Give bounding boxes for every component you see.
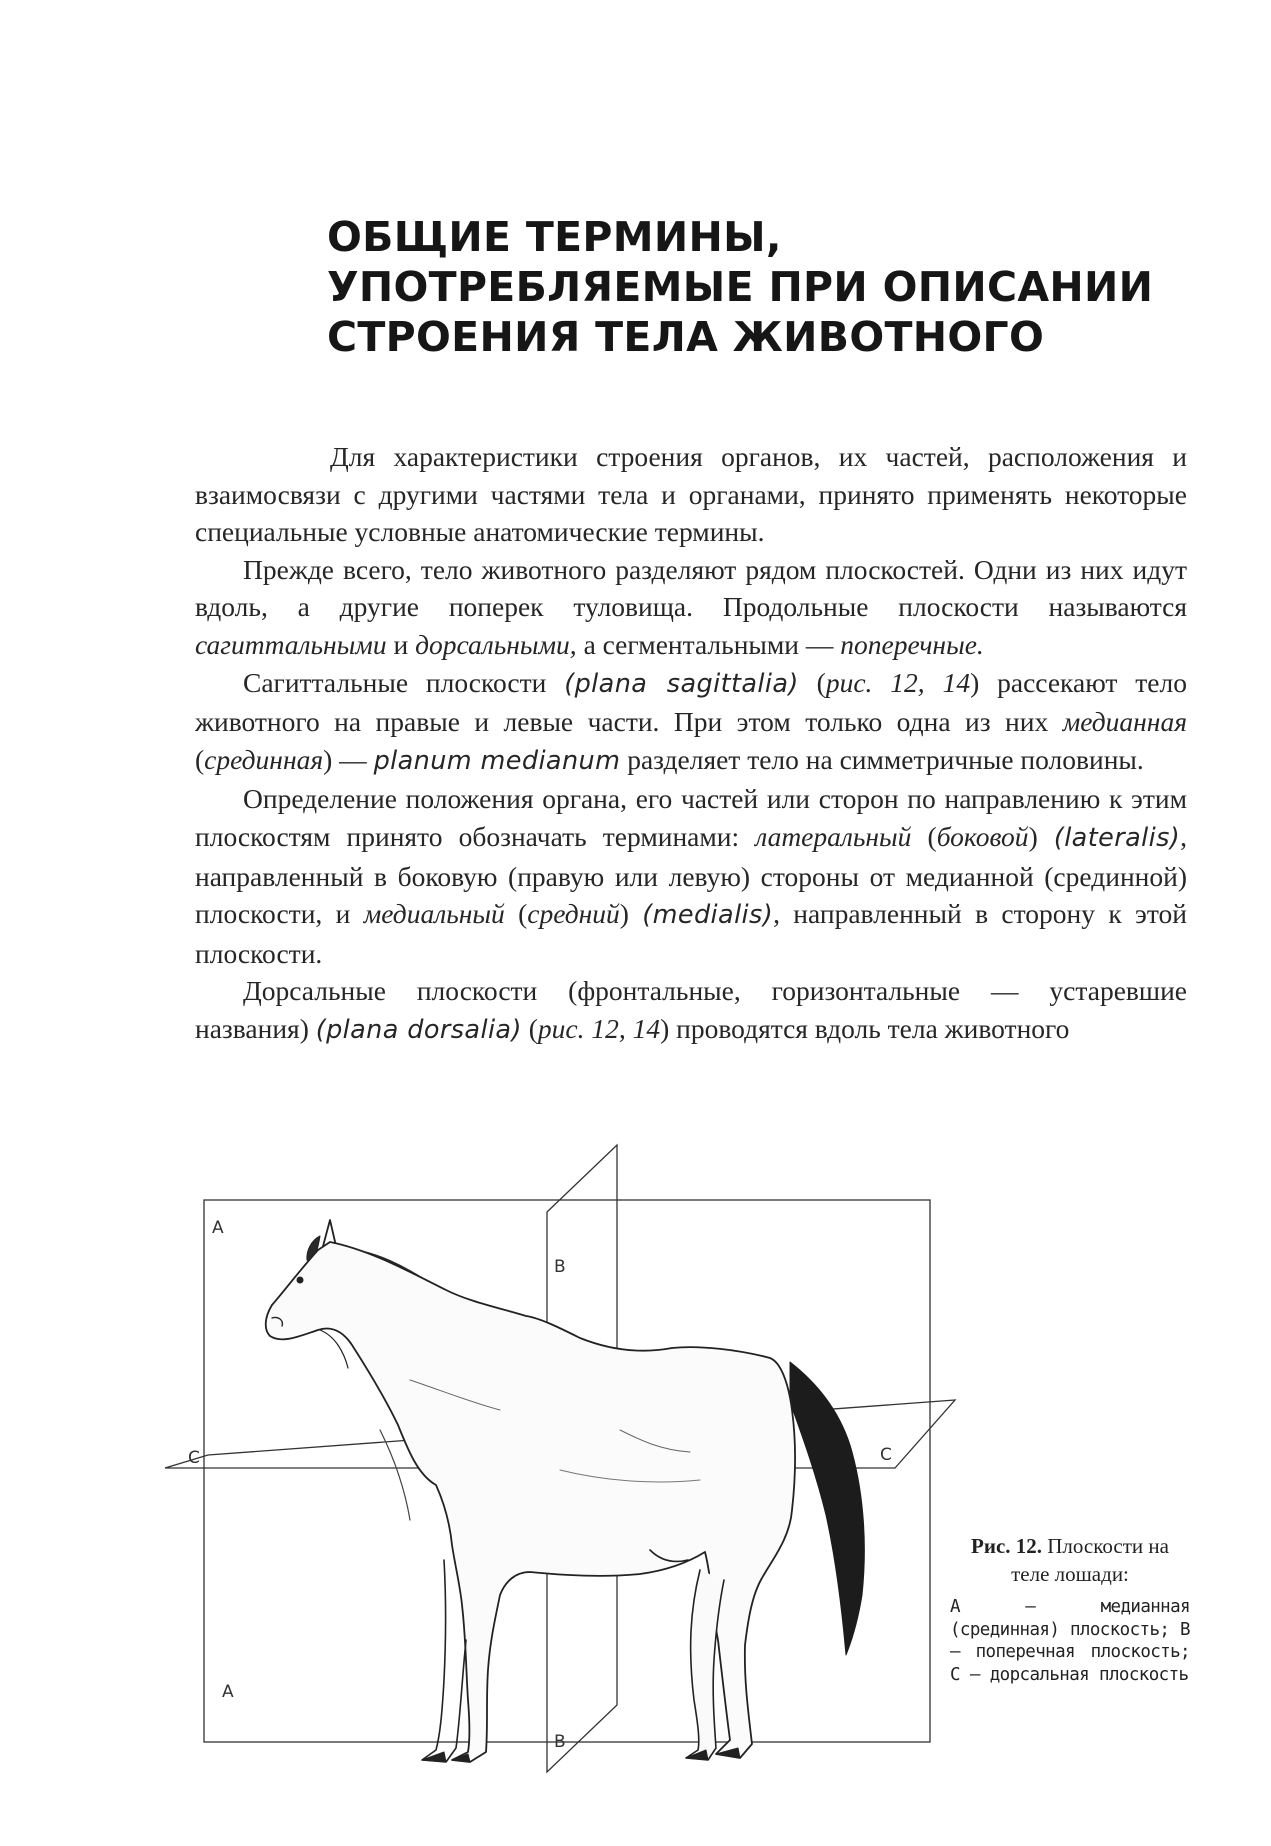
p2-text-3: а сегментальными —	[576, 628, 841, 660]
p4-term-medial: медиальный	[363, 898, 505, 930]
p5-figure-ref: рис. 12, 14	[537, 1012, 661, 1044]
paragraph-3	[195, 664, 1187, 781]
p3-figure-ref: рис. 12, 14	[825, 666, 971, 698]
plane-label-a-top: A	[212, 1218, 224, 1238]
body-text	[195, 438, 1187, 1050]
paragraph-1: Для характеристики строения органов, их частей, расположения и взаимосвязи с другими частями тела и органами, принято применять некоторые специальные условные анатомические термины.	[195, 441, 1187, 548]
p4-text-6: )	[619, 898, 643, 930]
p2-text-2: и	[386, 628, 416, 660]
caption-description: А — медианная (срединная) плоскость; В — поперечная плоскость; С — дорсальная плоскость	[950, 1597, 1190, 1685]
p4-text-2: (	[911, 820, 937, 852]
plane-label-b-bottom: B	[554, 1732, 566, 1752]
horse-planes-illustration	[0, 1140, 1271, 1840]
p3-text-1: Сагиттальные плоскости	[243, 666, 565, 698]
p4-latin-1: (lateralis)	[1053, 822, 1181, 853]
title-line-3: СТРОЕНИЯ ТЕЛА ЖИВОТНОГО	[327, 313, 1045, 361]
horse-drawing	[266, 1220, 865, 1762]
figure-horse-planes	[0, 1140, 1271, 1840]
caption-number: Рис. 12.	[971, 1534, 1043, 1558]
p3-text-6: разделяет тело на симметричные половины.	[620, 743, 1144, 775]
p4-text-7: , направленный в сторону к этой плоскости.	[195, 898, 1187, 969]
p3-text-5: ) —	[323, 743, 374, 775]
p2-term-sagittal: сагиттальными	[195, 628, 387, 660]
p3-latin-1: (plana sagittalia)	[564, 668, 799, 699]
p4-term-middle: средний	[527, 898, 620, 930]
plane-label-b-top: B	[554, 1257, 566, 1277]
p5-text-3: ) проводятся вдоль тела животного	[660, 1012, 1070, 1044]
paragraph-4	[195, 780, 1187, 972]
caption-title	[950, 1532, 1190, 1588]
plane-label-a-bottom: A	[222, 1682, 234, 1702]
p3-text-2: (	[798, 666, 826, 698]
p4-term-lateral: латеральный	[755, 820, 912, 852]
plane-label-c-right: C	[880, 1445, 892, 1465]
caption-heading: Плоскости на теле лошади:	[1011, 1534, 1169, 1586]
p4-text-4: , направленный в боковую (правую или левую) стороны от медианной (срединной) плоскости, и	[195, 820, 1187, 930]
p4-text-1: Определение положения органа, его частей или сторон по направлению к этим плоскостям принято обозначать терминами:	[195, 783, 1187, 852]
p5-text-2: (	[521, 1012, 538, 1044]
p2-text-1: Прежде всего, тело животного разделяют рядом плоскостей. Одни из них идут вдоль, а другие поперек туловища. Продольные плоскости называются	[195, 553, 1187, 623]
p5-text-1: Дорсальные плоскости (фронтальные, горизонтальные — устаревшие названия)	[195, 975, 1187, 1044]
p4-latin-2: (medialis)	[642, 900, 774, 931]
p3-term-median: медианная	[1062, 706, 1187, 738]
p4-term-side: боковой	[936, 820, 1029, 852]
p5-latin-1: (plana dorsalia)	[315, 1014, 522, 1045]
p3-latin-2: planum medianum	[373, 745, 621, 776]
title-line-2: УПОТРЕБЛЯЕМЫЕ ПРИ ОПИСАНИИ	[327, 263, 1154, 311]
plane-label-c-left: C	[188, 1448, 200, 1468]
p4-text-5: (	[504, 898, 528, 930]
title-line-1: ОБЩИЕ ТЕРМИНЫ,	[327, 213, 782, 261]
paragraph-5	[195, 972, 1187, 1049]
p3-text-3: ) рассекают тело животного на правые и левые части. При этом только одна из них	[195, 666, 1187, 738]
paragraph-2	[195, 551, 1187, 664]
p3-term-middle: срединная	[204, 743, 324, 775]
p4-text-3: )	[1028, 820, 1054, 852]
p3-text-4: (	[195, 743, 205, 775]
page-title	[327, 212, 1207, 362]
p2-term-dorsal: дорсальными,	[415, 628, 577, 660]
figure-caption	[950, 1532, 1190, 1686]
p2-term-transverse: поперечные.	[840, 628, 984, 660]
